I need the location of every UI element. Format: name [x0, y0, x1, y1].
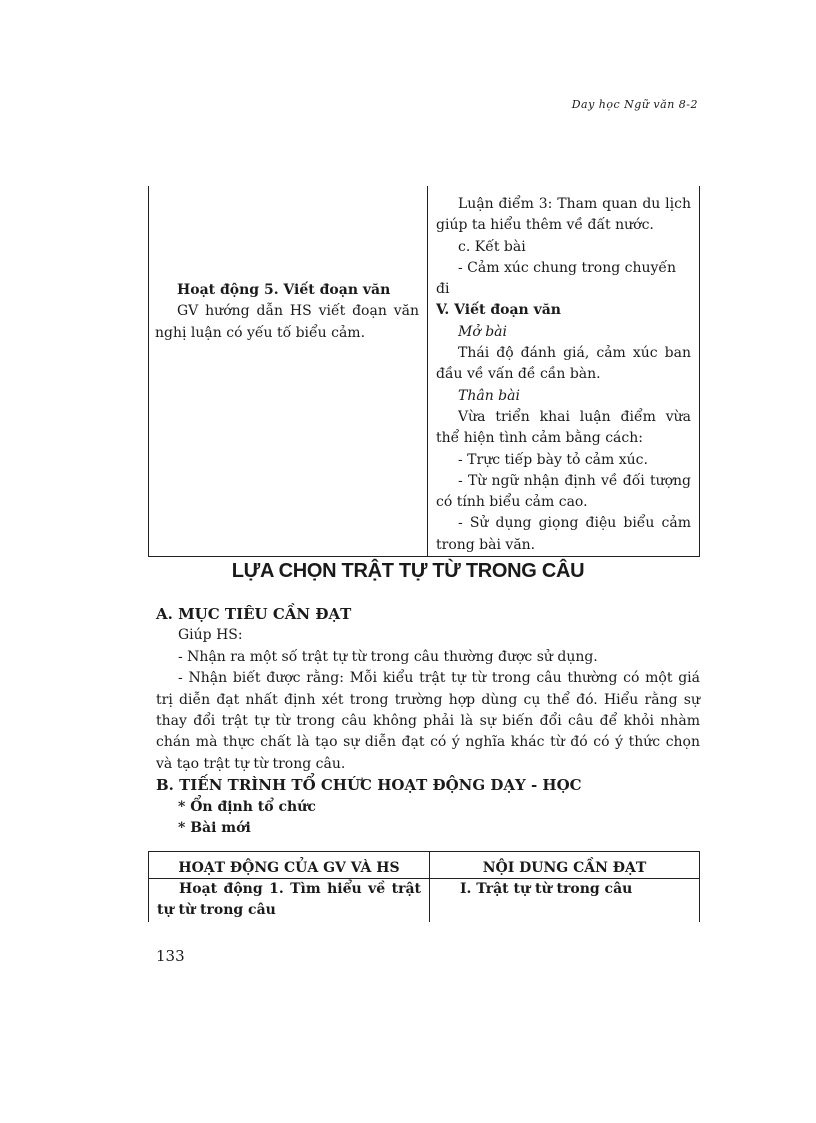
- section-a-heading: A. MỤC TIÊU CẦN ĐẠT: [156, 605, 352, 623]
- activity-table-continued: [148, 186, 700, 557]
- ket-bai-heading: c. Kết bài: [458, 238, 526, 255]
- luan-diem-3: Luận điểm 3: Tham quan du lịch giúp ta hiểu thêm về đất nước.: [436, 196, 691, 234]
- cam-xuc-item: - Cảm xúc chung trong chuyến đi: [436, 259, 677, 298]
- activity-5-text: GV hướng dẫn HS viết đoạn văn nghị luận có yếu tố biểu cảm.: [155, 303, 419, 341]
- bai-moi: * Bài mới: [178, 820, 251, 837]
- section-i-heading: I. Trật tự từ trong câu: [460, 881, 633, 897]
- mo-bai-heading: Mở bài: [458, 323, 507, 340]
- goal-1: - Nhận ra một số trật tự từ trong câu thường được sử dụng.: [178, 648, 598, 665]
- col-header-activities: HOẠT ĐỘNG CỦA GV VÀ HS: [149, 852, 430, 879]
- section-b-heading: B. TIẾN TRÌNH TỔ CHỨC HOẠT ĐỘNG DẠY - HỌC: [156, 776, 582, 795]
- row-1-activity: [149, 879, 430, 922]
- row-1-content: [430, 879, 700, 922]
- activity-column: [149, 186, 428, 557]
- section-v-heading: V. Viết đoạn văn: [436, 302, 561, 319]
- lesson-title: LỰA CHỌN TRẬT TỰ TỪ TRONG CÂU: [231, 560, 585, 582]
- activity-table: [148, 851, 700, 922]
- activity-1-heading: Hoạt động 1. Tìm hiểu về trật tự từ trong câu: [157, 881, 421, 919]
- col-header-content: NỘI DUNG CẦN ĐẠT: [430, 852, 700, 879]
- mo-bai-text: Thái độ đánh giá, cảm xúc ban đầu về vấn đề cần bàn.: [436, 345, 691, 383]
- on-dinh-to-chuc: * Ổn định tổ chức: [178, 798, 316, 815]
- lesson-body: [156, 604, 700, 839]
- than-bai-item-1: - Trực tiếp bày tỏ cảm xúc.: [458, 451, 648, 468]
- than-bai-heading: Thân bài: [458, 387, 520, 404]
- giup-hs: Giúp HS:: [178, 627, 243, 644]
- activity-5-heading: Hoạt động 5. Viết đoạn văn: [177, 282, 391, 298]
- goal-2: - Nhận biết được rằng: Mỗi kiểu trật tự từ trong câu thường có một giá trị diễn đạt nhất định xét trong trường hợp dùng cụ thể đó. Hiểu rằng sự thay đổi trật tự từ trong câu không phải là sự biến đổi câu để khỏi nhàm chán mà thực chất là tạo sự diễn đạt có ý nghĩa khác từ đó có ý thức chọn và tạo trật tự từ trong câu.: [156, 670, 700, 772]
- than-bai-text: Vừa triển khai luận điểm vừa thể hiện tình cảm bằng cách:: [436, 408, 691, 447]
- than-bai-item-2: - Từ ngữ nhận định về đối tượng có tính biểu cảm cao.: [436, 472, 691, 511]
- running-header: Day học Ngữ văn 8-2: [571, 98, 698, 111]
- than-bai-item-3: - Sử dụng giọng điệu biểu cảm trong bài văn.: [436, 515, 691, 553]
- content-column: [428, 186, 700, 557]
- page-number: 133: [156, 947, 185, 965]
